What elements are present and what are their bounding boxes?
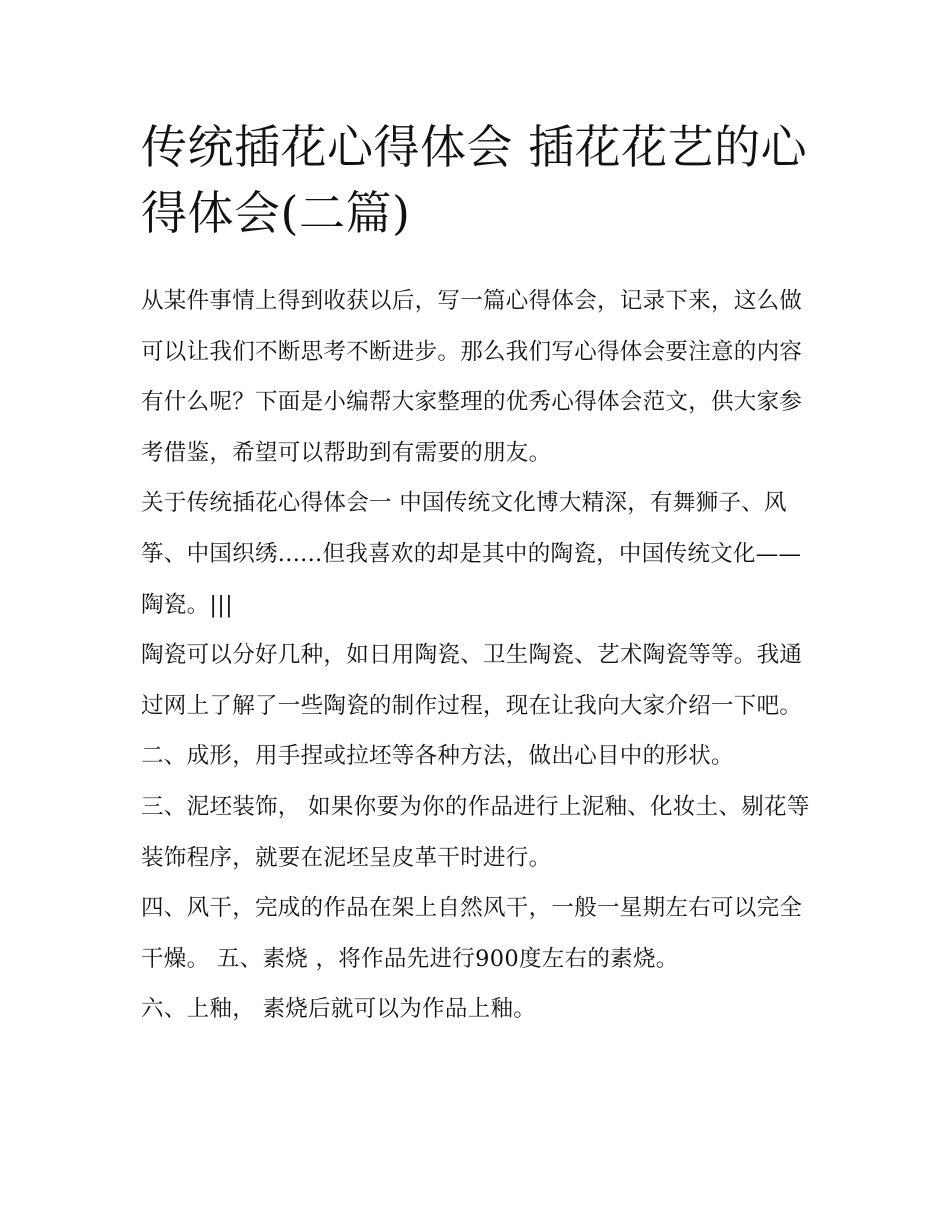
- paragraph-step-four-five: 四、风干，完成的作品在架上自然风干，一般一星期左右可以完全干燥。 五、素烧 ，将作品先进行900度左右的素烧。: [141, 895, 803, 972]
- paragraph-step-six: 六、上釉， 素烧后就可以为作品上釉。: [141, 996, 537, 1023]
- document-body: [141, 276, 821, 1035]
- document-title: 传统插花心得体会 插花花艺的心得体会(二篇): [141, 120, 808, 240]
- paragraph-section-one: 关于传统插花心得体会一 中国传统文化博大精深，有舞狮子、风筝、中国织绣......但我喜欢的却是其中的陶瓷，中国传统文化——陶瓷。|||: [141, 490, 802, 618]
- paragraph-step-three: 三、泥坯装饰， 如果你要为你的作品进行上泥釉、化妆土、剔花等装饰程序，就要在泥坯呈皮革干时进行。: [141, 793, 810, 871]
- paragraph-step-two: 二、成形，用手捏或拉坯等各种方法，做出心目中的形状。: [141, 743, 734, 770]
- paragraph-intro: 从某件事情上得到收获以后，写一篇心得体会，记录下来，这么做可以让我们不断思考不断进步。那么我们写心得体会要注意的内容有什么呢？下面是小编帮大家整理的优秀心得体会范文，供大家参考借鉴，希望可以帮助到有需要的朋友。: [141, 288, 803, 466]
- paragraph-ceramics-types: 陶瓷可以分好几种，如日用陶瓷、卫生陶瓷、艺术陶瓷等等。我通过网上了解了一些陶瓷的制作过程，现在让我向大家介绍一下吧。: [141, 642, 803, 719]
